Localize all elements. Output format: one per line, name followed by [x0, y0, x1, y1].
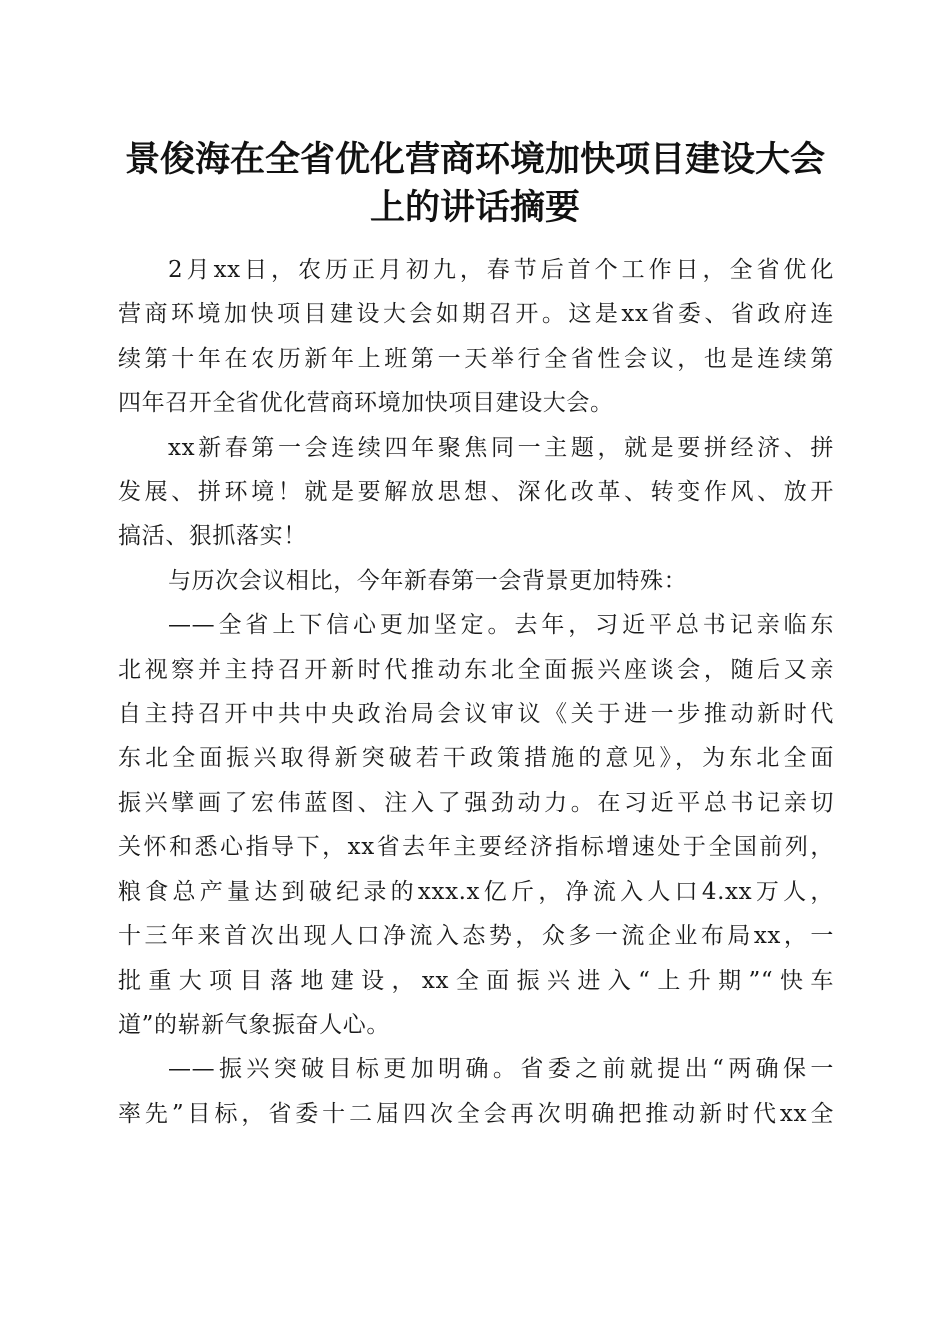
- text-line: 营商环境加快项目建设大会如期召开。这是xx省委、省政府连: [118, 301, 834, 328]
- document-body: [118, 248, 834, 1136]
- text-line: 关怀和悉心指导下，xx省去年主要经济指标增速处于全国前列，: [118, 834, 834, 861]
- text-line: 北视察并主持召开新时代推动东北全面振兴座谈会，随后又亲: [118, 656, 834, 683]
- paragraph-confidence: [118, 603, 834, 1047]
- text-line: 续第十年在农历新年上班第一天举行全省性会议，也是连续第: [118, 345, 834, 372]
- text-line: 粮食总产量达到破纪录的xxx.x亿斤，净流入人口4.xx万人，: [118, 878, 834, 905]
- title-line: 景俊海在全省优化营商环境加快项目建设大会: [124, 139, 825, 180]
- text-line: 搞活、狠抓落实！: [118, 523, 307, 550]
- text-line: 自主持召开中共中央政治局会议审议《关于进一步推动新时代: [118, 701, 834, 728]
- text-line: ——全省上下信心更加坚定。去年，习近平总书记亲临东: [168, 612, 834, 639]
- text-line: 率先”目标，省委十二届四次全会再次明确把推动新时代xx全: [118, 1100, 834, 1127]
- text-line: 东北全面振兴取得新突破若干政策措施的意见》，为东北全面: [118, 745, 834, 772]
- text-line: 发展、拼环境！就是要解放思想、深化改革、转变作风、放开: [118, 479, 834, 506]
- text-line: 2月xx日，农历正月初九，春节后首个工作日，全省优化: [168, 257, 834, 283]
- text-line: ——振兴突破目标更加明确。省委之前就提出“两确保一: [168, 1056, 834, 1083]
- text-line: 批重大项目落地建设，xx全面振兴进入“上升期”“快车: [118, 967, 834, 994]
- text-line: 道”的崭新气象振奋人心。: [118, 1011, 390, 1038]
- text-line: 十三年来首次出现人口净流入态势，众多一流企业布局xx，一: [118, 923, 834, 950]
- paragraph-theme: [118, 426, 834, 559]
- text-line: 与历次会议相比，今年新春第一会背景更加特殊：: [168, 567, 688, 594]
- text-line: xx新春第一会连续四年聚焦同一主题，就是要拼经济、拼: [168, 434, 834, 461]
- text-line: 振兴擘画了宏伟蓝图、注入了强劲动力。在习近平总书记亲切: [118, 789, 834, 816]
- title-line: 上的讲话摘要: [369, 187, 580, 228]
- text-line: 四年召开全省优化营商环境加快项目建设大会。: [118, 390, 614, 417]
- document-title: [100, 136, 850, 232]
- paragraph-goals: [118, 1047, 834, 1136]
- paragraph-meeting-intro: [118, 248, 834, 426]
- paragraph-background: [118, 559, 834, 603]
